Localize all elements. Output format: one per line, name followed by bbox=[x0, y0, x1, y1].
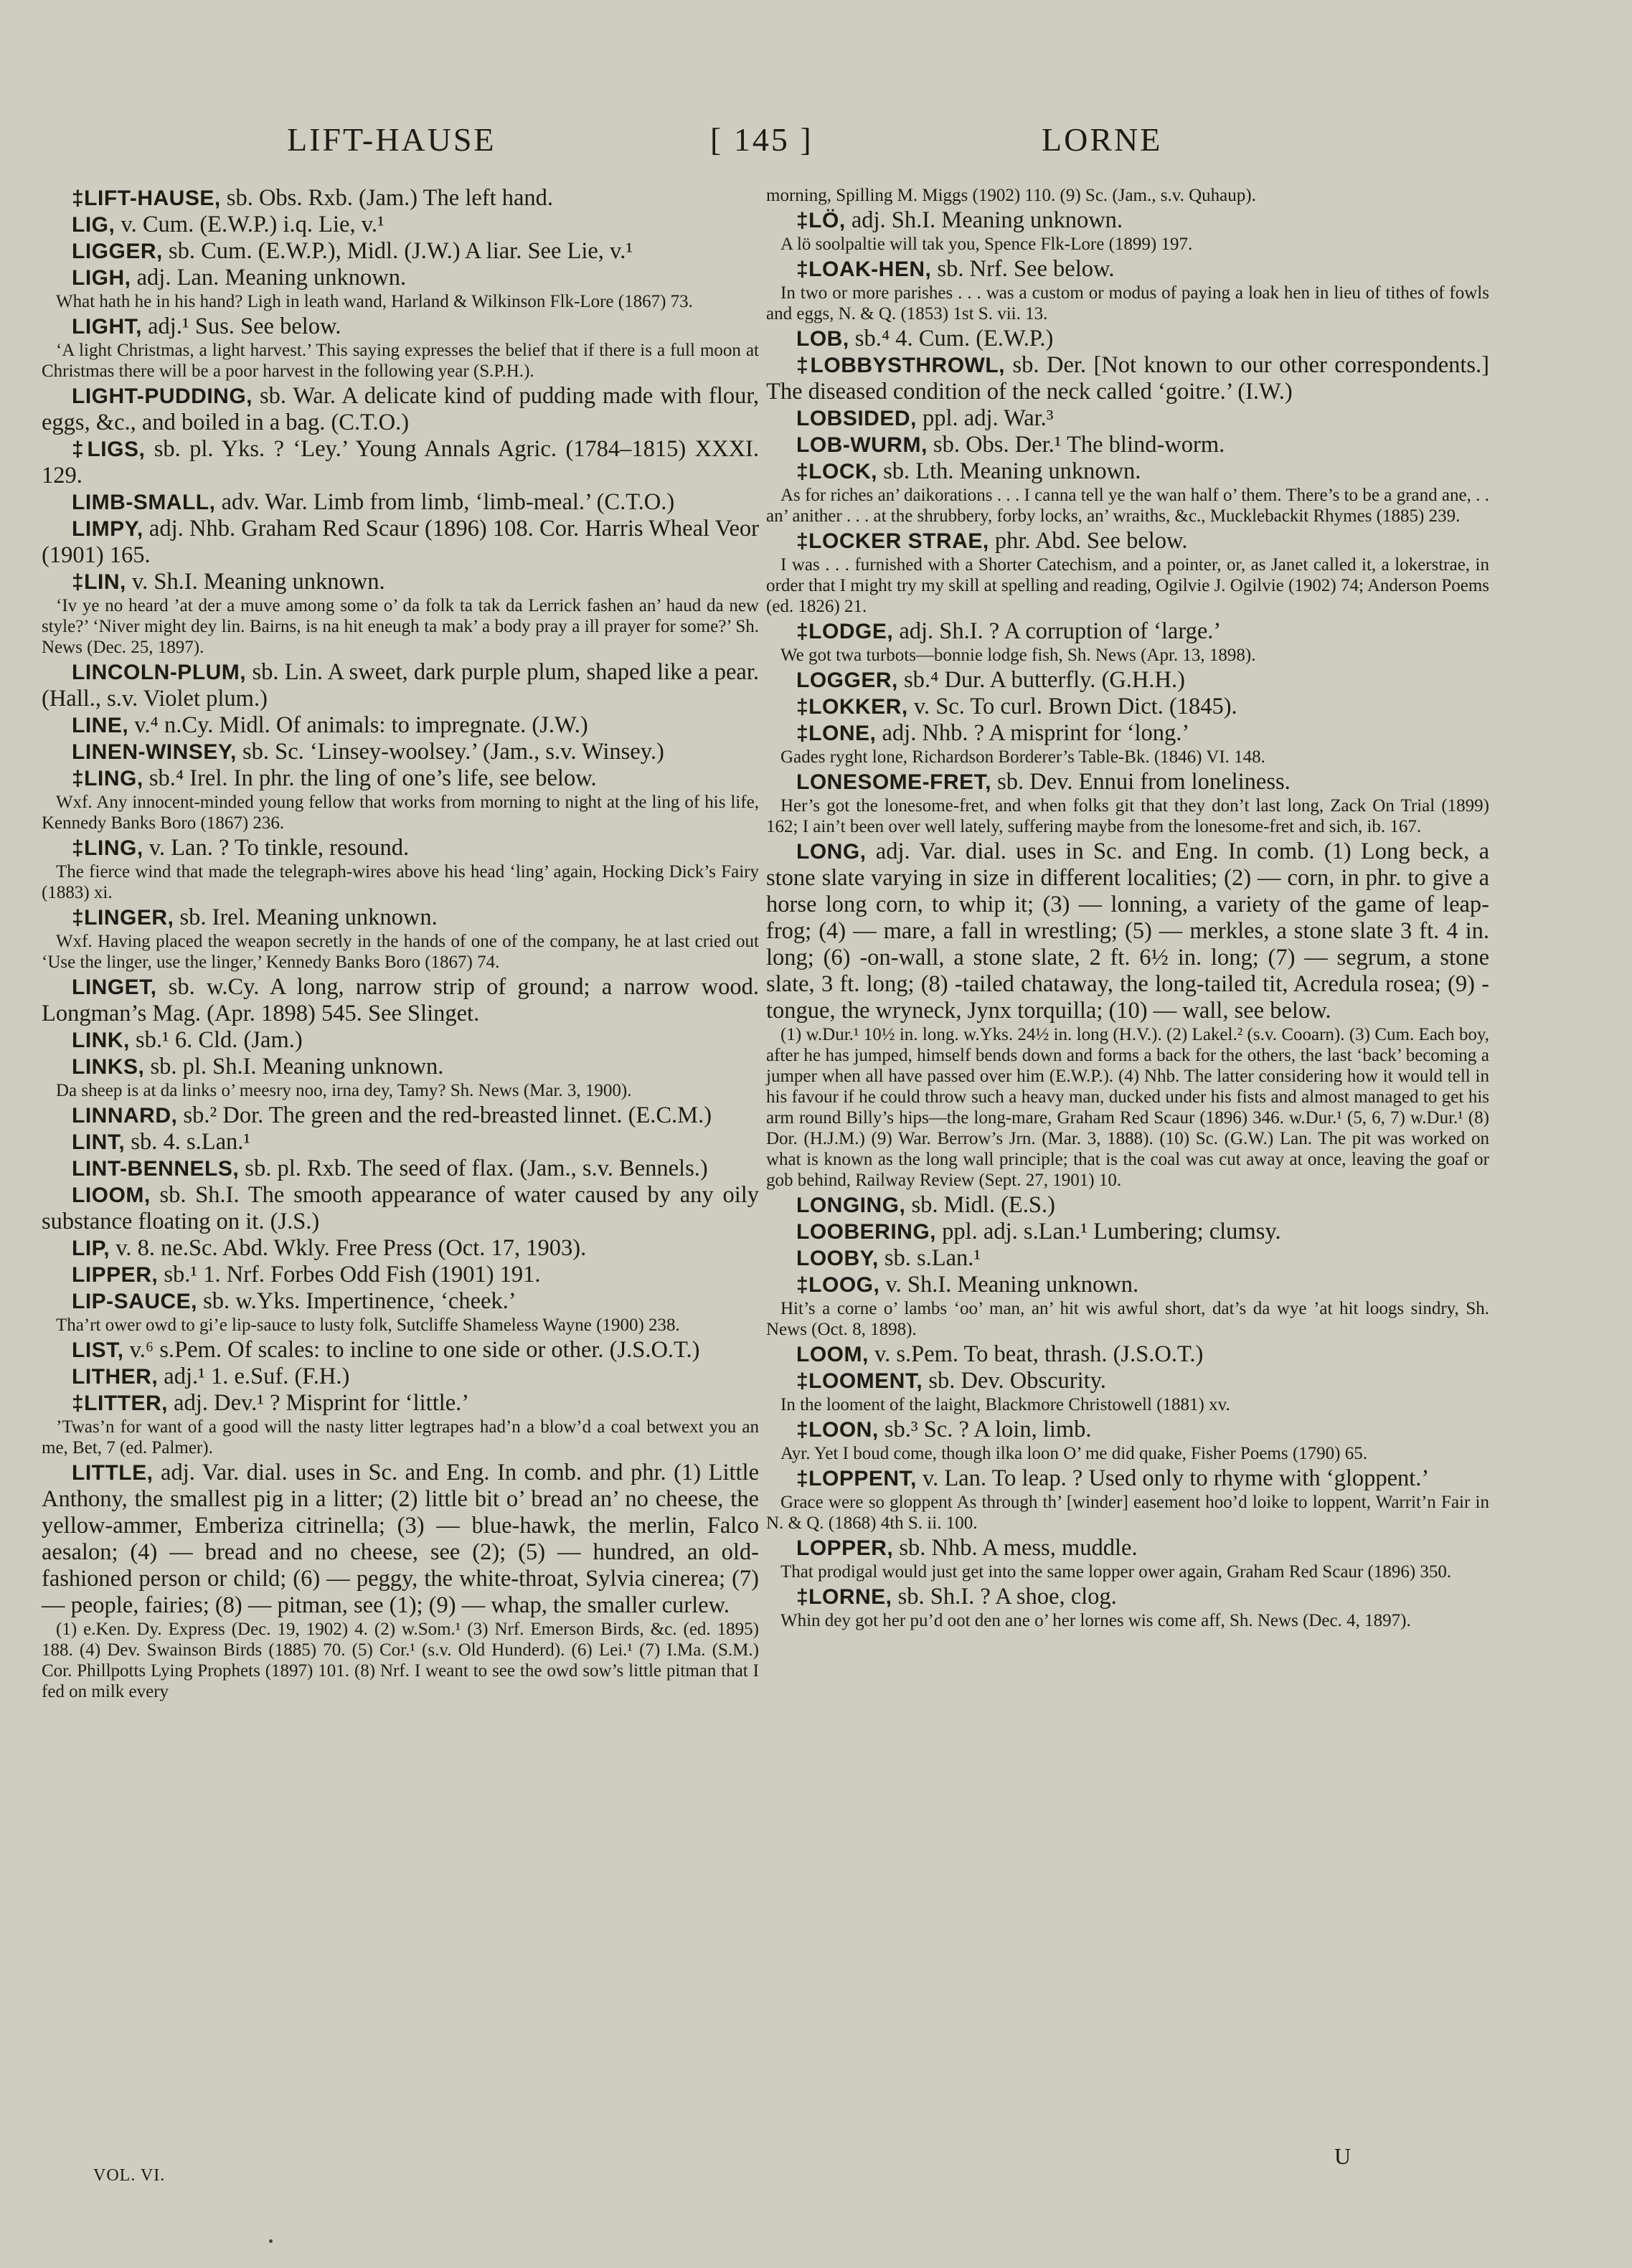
dictionary-entry bbox=[766, 458, 1489, 485]
entry-definition: sb.⁴ 4. Cum. (E.W.P.) bbox=[854, 326, 1054, 351]
dictionary-entry bbox=[42, 1460, 759, 1619]
entry-headword: ‡LOOG, bbox=[796, 1273, 880, 1297]
entry-headword: LIGH, bbox=[72, 266, 131, 290]
entry-definition: sb. w.Cy. A long, narrow strip of ground; a narrow wood. Longman’s Mag. (Apr. 1898) 545. See Slinget. bbox=[42, 974, 760, 1026]
entry-citation: ‘A light Christmas, a light harvest.’ This saying expresses the belief that if there is a full moon at Christmas there will be a poor harvest in the following year (S.P.H.). bbox=[42, 341, 759, 381]
entry-definition: sb. Cum. (E.W.P.), Midl. (J.W.) A liar. See Lie, v.¹ bbox=[168, 238, 633, 264]
dictionary-entry bbox=[766, 720, 1489, 747]
entry-headword: LIOOM, bbox=[72, 1183, 151, 1207]
dictionary-entry bbox=[766, 667, 1489, 694]
entry-definition: sb. Irel. Meaning unknown. bbox=[179, 904, 438, 930]
entry-citation: ’Twas’n for want of a good will the nasty litter legtrapes had’n a blow’d a coal betwext you an me, Bet, 7 (ed. Palmer). bbox=[42, 1417, 759, 1457]
entry-citation: Gades ryght lone, Richardson Borderer’s Table-Bk. (1846) VI. 148. bbox=[780, 747, 1265, 767]
entry-headword: LONGING, bbox=[796, 1194, 906, 1217]
dictionary-entry bbox=[42, 313, 759, 340]
entry-definition: v. Lan. To leap. ? Used only to rhyme with ‘gloppent.’ bbox=[923, 1465, 1430, 1491]
dictionary-entry bbox=[42, 383, 759, 436]
entry-headword: LIST, bbox=[72, 1338, 124, 1362]
entry-headword: ‡LOOMENT, bbox=[796, 1369, 923, 1393]
entry-definition: v. Cum. (E.W.P.) i.q. Lie, v.¹ bbox=[121, 212, 385, 237]
dictionary-entry bbox=[42, 1027, 759, 1054]
dictionary-entry bbox=[766, 256, 1489, 283]
entry-definition: sb. s.Lan.¹ bbox=[884, 1245, 981, 1271]
entry-definition: adj.¹ 1. e.Suf. (F.H.) bbox=[164, 1364, 350, 1389]
entry-headword: LITTLE, bbox=[72, 1461, 154, 1485]
entry-definition: sb. Lin. A sweet, dark purple plum, shaped like a pear. (Hall., s.v. Violet plum.) bbox=[42, 659, 759, 712]
page-speck bbox=[269, 2239, 273, 2243]
entry-definition: sb. w.Yks. Impertinence, ‘cheek.’ bbox=[203, 1288, 517, 1314]
dictionary-entry bbox=[42, 265, 759, 291]
entry-definition: sb. Nhb. A mess, muddle. bbox=[899, 1535, 1138, 1561]
dictionary-entry bbox=[766, 618, 1489, 645]
entry-definition: adj. Sh.I. ? A corruption of ‘large.’ bbox=[899, 618, 1222, 644]
dictionary-entry bbox=[42, 712, 759, 739]
entry-headword: ‡LOON, bbox=[796, 1418, 879, 1442]
entry-definition: sb.¹ 6. Cld. (Jam.) bbox=[135, 1027, 303, 1053]
signature-mark: U bbox=[1334, 2143, 1352, 2169]
entry-definition: adj. Var. dial. uses in Sc. and Eng. In comb. (1) Long beck, a stone slate varying in size in different localities; (2) — corn, in phr. to give a horse long corn, to whip it; (3) — lonning, a variety of the game of leap-frog; (4) — mare, a fall in wrestling; (5) — merkles, a stone slate 3 ft. 4 in. long; (6) -on-wall, a stone slate, 2 ft. 6½ in. long; (7) — segrum, a stone slate, 3 ft. long; (8) -tailed chataway, the long-tailed tit, Acredula rosea; (9) -tongue, the wryneck, Jynx torquilla; (10) — wall, see below. bbox=[766, 838, 1489, 1024]
dictionary-entry bbox=[42, 1102, 759, 1129]
entry-headword: LOOM, bbox=[796, 1343, 869, 1366]
entry-headword: ‡LINGER, bbox=[72, 906, 174, 930]
entry-citation: Whin dey got her pu’d oot den ane o’ her lornes wis come aff, Sh. News (Dec. 4, 1897). bbox=[780, 1611, 1411, 1630]
entry-definition: sb. pl. Sh.I. Meaning unknown. bbox=[150, 1054, 444, 1079]
entry-citation: A lö soolpaltie will tak you, Spence Flk-Lore (1899) 197. bbox=[780, 235, 1193, 254]
dictionary-entry bbox=[766, 1192, 1489, 1219]
entry-definition: adj. Sh.I. Meaning unknown. bbox=[851, 207, 1123, 233]
volume-label: VOL. VI. bbox=[93, 2166, 166, 2185]
entry-headword: LIGHT, bbox=[72, 315, 142, 339]
entry-definition: sb. 4. s.Lan.¹ bbox=[131, 1129, 251, 1155]
entry-headword: LOB-WURM, bbox=[796, 433, 928, 457]
entry-headword: LINCOLN-PLUM, bbox=[72, 661, 247, 684]
dictionary-entry bbox=[766, 1245, 1489, 1272]
entry-definition: sb. Sh.I. ? A shoe, clog. bbox=[897, 1584, 1117, 1610]
entry-definition: sb. Dev. Ennui from loneliness. bbox=[997, 769, 1291, 795]
dictionary-entry bbox=[42, 212, 759, 238]
entry-citation: Wxf. Any innocent-minded young fellow that works from morning to night at the ling of his life, Kennedy Banks Boro (1867) 236. bbox=[42, 793, 759, 833]
dictionary-entry bbox=[42, 1262, 759, 1288]
dictionary-entry bbox=[42, 1054, 759, 1080]
dictionary-entry bbox=[766, 432, 1489, 458]
entry-citation: Wxf. Having placed the weapon secretly in the hands of one of the company, he at last cried out ‘Use the linger, use the linger,’ Kennedy Banks Boro (1867) 74. bbox=[42, 932, 759, 972]
dictionary-entry bbox=[766, 405, 1489, 432]
entry-headword: LOPPER, bbox=[796, 1536, 894, 1560]
dictionary-entry bbox=[766, 1219, 1489, 1245]
header-left-guideword: LIFT-HAUSE bbox=[287, 121, 496, 158]
page-number: [ 145 ] bbox=[710, 121, 813, 158]
dictionary-entry bbox=[766, 1272, 1489, 1298]
dictionary-entry bbox=[42, 835, 759, 861]
entry-citation: As for riches an’ daikorations . . . I canna tell ye the wan half o’ them. There’s to be a grand ane, . . an’ anither . . . at the shrubbery, forby locks, an’ wraiths, &c., Mucklebackit Rhymes (1885) 239. bbox=[766, 486, 1489, 526]
entry-headword: ‡LOCKER STRAE, bbox=[796, 529, 989, 553]
dictionary-entry bbox=[42, 659, 759, 712]
entry-definition: sb.⁴ Dur. A butterfly. (G.H.H.) bbox=[903, 667, 1185, 693]
dictionary-entry bbox=[766, 838, 1489, 1024]
entry-headword: LIGGER, bbox=[72, 240, 163, 263]
dictionary-entry bbox=[42, 765, 759, 792]
entry-citation: In two or more parishes . . . was a custom or modus of paying a loak hen in lieu of tithes of fowls and eggs, N. & Q. (1853) 1st S. vii. 13. bbox=[766, 283, 1489, 323]
dictionary-entry bbox=[42, 1390, 759, 1417]
dictionary-entry bbox=[766, 1368, 1489, 1394]
entry-headword: ‡LOBBYSTHROWL, bbox=[796, 354, 1006, 377]
page-header bbox=[0, 121, 1632, 164]
entry-definition: adj. Lan. Meaning unknown. bbox=[136, 265, 407, 290]
entry-citation: I was . . . furnished with a Shorter Catechism, and a pointer, or, as Janet called it, a lokerstrae, in order that I might try my skill at spelling and reading, Ogilvie J. Ogilvie (1902) 74; Anderson Poems (ed. 1826) 21. bbox=[766, 555, 1489, 616]
dictionary-entry bbox=[766, 1465, 1489, 1492]
entry-citation: In the looment of the laight, Blackmore Christowell (1881) xv. bbox=[780, 1395, 1230, 1414]
dictionary-entry bbox=[42, 1182, 759, 1235]
entry-definition: sb.⁴ Irel. In phr. the ling of one’s life, see below. bbox=[148, 765, 597, 791]
entry-definition: sb. Dev. Obscurity. bbox=[928, 1368, 1106, 1394]
entry-definition: v. Sh.I. Meaning unknown. bbox=[885, 1272, 1139, 1298]
entry-definition: v. Lan. ? To tinkle, resound. bbox=[148, 835, 410, 861]
entry-citation: Ayr. Yet I boud come, though ilka loon O’ me did quake, Fisher Poems (1790) 65. bbox=[780, 1444, 1367, 1463]
entry-definition: v. Sc. To curl. Brown Dict. (1845). bbox=[913, 694, 1237, 719]
entry-definition: phr. Abd. See below. bbox=[994, 528, 1188, 554]
entry-citation: Grace were so gloppent As through th’ [winder] easement hoo’d loike to loppent, Warrit’n Fair in N. & Q. (1868) 4th S. ii. 100. bbox=[766, 1493, 1489, 1533]
entry-headword: LINK, bbox=[72, 1029, 130, 1052]
entry-headword: ‡LÖ, bbox=[796, 209, 846, 232]
entry-definition: sb.³ Sc. ? A loin, limb. bbox=[884, 1417, 1092, 1442]
dictionary-entry bbox=[42, 904, 759, 931]
entry-definition: adj. Var. dial. uses in Sc. and Eng. In comb. and phr. (1) Little Anthony, the smallest pig in a litter; (2) little bit o’ bread an’ no cheese, the yellow-ammer, Emberiza citrinella; (3) — blue-hawk, the merlin, Falco aesalon; (4) — bread and no cheese, see (2); (5) — hundred, an old-fashioned person or child; (6) — peggy, the white-throat, Sylvia cinerea; (7) — people, fairies; (8) — pitman, see (1); (9) — whap, the smaller curlew. bbox=[42, 1460, 759, 1618]
entry-citation: That prodigal would just get into the same lopper ower again, Graham Red Scaur (1896) 350. bbox=[780, 1562, 1452, 1582]
dictionary-entry bbox=[42, 739, 759, 765]
entry-definition: sb. Der. [Not known to our other correspondents.] The diseased condition of the neck called ‘goitre.’ (I.W.) bbox=[766, 352, 1489, 405]
entry-headword: LOGGER, bbox=[796, 668, 898, 692]
entry-headword: LINT-BENNELS, bbox=[72, 1157, 240, 1181]
dictionary-entry bbox=[766, 528, 1489, 554]
entry-headword: LIP, bbox=[72, 1237, 110, 1260]
entry-headword: ‡LING, bbox=[72, 836, 143, 860]
entry-citation: Her’s got the lonesome-fret, and when folks git that they don’t last long, Zack On Trial (1899) 162; I ain’t been over well lately, suffering maybe from the lonesome-fret and sich, ib. 167. bbox=[766, 796, 1489, 836]
dictionary-entry bbox=[42, 1156, 759, 1182]
dictionary-entry bbox=[42, 489, 759, 516]
entry-definition: adj. Dev.¹ ? Misprint for ‘little.’ bbox=[174, 1390, 470, 1416]
entry-headword: LINGET, bbox=[72, 975, 157, 999]
dictionary-entry bbox=[42, 1364, 759, 1390]
entry-definition: v. Sh.I. Meaning unknown. bbox=[131, 569, 385, 595]
entry-headword: ‡LITTER, bbox=[72, 1391, 169, 1415]
entry-headword: ‡LING, bbox=[72, 767, 143, 790]
entry-headword: LIGHT-PUDDING, bbox=[72, 384, 253, 408]
entry-citation: The fierce wind that made the telegraph-wires above his head ‘ling’ again, Hocking Dick’s Fairy (1883) xi. bbox=[42, 862, 759, 902]
entry-citation: Hit’s a corne o’ lambs ‘oo’ man, an’ hit wis awful short, dat’s da wye ’at hit loogs sindry, Sh. News (Oct. 8, 1898). bbox=[766, 1299, 1489, 1339]
entry-headword: LINT, bbox=[72, 1130, 126, 1154]
entry-definition: sb.² Dor. The green and the red-breasted linnet. (E.C.M.) bbox=[183, 1102, 712, 1128]
dictionary-entry bbox=[766, 1584, 1489, 1610]
entry-definition: sb. Obs. Der.¹ The blind-worm. bbox=[933, 432, 1225, 458]
entry-headword: LIMPY, bbox=[72, 517, 143, 541]
entry-citation: We got twa turbots—bonnie lodge fish, Sh. News (Apr. 13, 1898). bbox=[780, 646, 1256, 665]
entry-citation: (1) e.Ken. Dy. Express (Dec. 19, 1902) 4. (2) w.Som.¹ (3) Nrf. Emerson Birds, &c. (ed. 1895) 188. (4) Dev. Swainson Birds (1885) 70. (5) Cor.¹ (s.v. Old Hunderd). (6) Lei.¹ (7) I.Ma. (S.M.) Cor. Phillpotts Lying Prophets (1897) 101. (8) Nrf. I weant to see the owd sow’s little pitman that I fed on milk every bbox=[42, 1620, 759, 1701]
entry-headword: LOBSIDED, bbox=[796, 407, 917, 430]
entry-headword: LINE, bbox=[72, 714, 129, 737]
entry-definition: sb. Sh.I. The smooth appearance of water caused by any oily substance floating on it. (J.S.) bbox=[42, 1182, 760, 1234]
right-column bbox=[766, 185, 1489, 1633]
entry-headword: LINNARD, bbox=[72, 1104, 178, 1128]
entry-headword: ‡LOAK-HEN, bbox=[796, 257, 932, 281]
entry-headword: LIMB-SMALL, bbox=[72, 491, 216, 514]
entry-headword: LINEN-WINSEY, bbox=[72, 740, 237, 764]
dictionary-entry bbox=[42, 238, 759, 265]
entry-definition: v.⁴ n.Cy. Midl. Of animals: to impregnate. (J.W.) bbox=[134, 712, 588, 738]
entry-headword: ‡LIFT-HAUSE, bbox=[72, 186, 221, 210]
entry-definition: sb. Sc. ‘Linsey-woolsey.’ (Jam., s.v. Winsey.) bbox=[242, 739, 664, 765]
entry-definition: v. 8. ne.Sc. Abd. Wkly. Free Press (Oct. 17, 1903). bbox=[115, 1235, 587, 1261]
dictionary-entry bbox=[766, 1417, 1489, 1443]
entry-definition: sb. War. A delicate kind of pudding made with flour, eggs, &c., and boiled in a bag. (C.T.O.) bbox=[42, 383, 759, 435]
entry-definition: sb. Midl. (E.S.) bbox=[911, 1192, 1055, 1218]
dictionary-entry bbox=[766, 352, 1489, 405]
header-right-guideword: LORNE bbox=[1042, 121, 1163, 158]
entry-headword: LOB, bbox=[796, 327, 849, 351]
entry-citation: Da sheep is at da links o’ meesry noo, irna dey, Tamy? Sh. News (Mar. 3, 1900). bbox=[56, 1081, 632, 1100]
dictionary-entry bbox=[766, 326, 1489, 352]
entry-definition: sb. Nrf. See below. bbox=[937, 256, 1115, 282]
entry-citation: ‘Iv ye no heard ’at der a muve among some o’ da folk ta tak da Lerrick fashen an’ haud da new style?’ ‘Niver might dey lin. Bairns, is na hit eneugh ta mak’ a body pray a ill prayer for some?’ Sh. News (Dec. 25, 1897). bbox=[42, 596, 759, 657]
entry-citation: (1) w.Dur.¹ 10½ in. long. w.Yks. 24½ in. long (H.V.). (2) Lakel.² (s.v. Cooarn). (3) Cum. Each boy, after he has jumped, himself bends down and forms a back for the others, the last ‘back’ becoming a jumper when all have passed over him (E.W.P.). (4) Nhb. The latter considering how it would tell in his favour if he could throw such a heavy man, ducked under his fists and almost managed to get his arm round Billy’s hips—the long-mare, Graham Red Scaur (1896) 346. w.Dur.¹ (5, 6, 7) w.Dur.¹ (8) Dor. (H.J.M.) (9) War. Berrow’s Jrn. (Mar. 3, 1888). (10) Sc. (G.W.) Lan. The pit was worked on what is known as the long wall principle; that is the coal was cut away at once, leaving the goaf or gob behind, Railway Review (Sept. 27, 1901) 10. bbox=[766, 1025, 1489, 1190]
dictionary-entry bbox=[766, 207, 1489, 234]
dictionary-entry bbox=[42, 569, 759, 595]
entry-headword: ‡LOPPENT, bbox=[796, 1467, 917, 1490]
entry-headword: LOOBY, bbox=[796, 1247, 879, 1270]
dictionary-entry bbox=[766, 1341, 1489, 1368]
dictionary-entry bbox=[42, 1235, 759, 1262]
entry-headword: ‡LODGE, bbox=[796, 620, 894, 643]
entry-definition: v. s.Pem. To beat, thrash. (J.S.O.T.) bbox=[874, 1341, 1204, 1367]
entry-definition: sb.¹ 1. Nrf. Forbes Odd Fish (1901) 191. bbox=[164, 1262, 541, 1287]
dictionary-entry bbox=[42, 436, 759, 489]
entry-definition: adj.¹ Sus. See below. bbox=[148, 313, 341, 339]
entry-definition: adj. Nhb. ? A misprint for ‘long.’ bbox=[882, 720, 1190, 746]
entry-definition: v.⁶ s.Pem. Of scales: to incline to one side or other. (J.S.O.T.) bbox=[129, 1337, 700, 1363]
entry-definition: sb. Lth. Meaning unknown. bbox=[883, 458, 1141, 484]
entry-citation: What hath he in his hand? Ligh in leath wand, Harland & Wilkinson Flk-Lore (1867) 73. bbox=[56, 292, 693, 311]
entry-headword: LOOBERING, bbox=[796, 1220, 937, 1244]
entry-definition: adv. War. Limb from limb, ‘limb-meal.’ (C.T.O.) bbox=[221, 489, 675, 515]
dictionary-entry bbox=[766, 694, 1489, 720]
entry-headword: LIG, bbox=[72, 213, 115, 237]
entry-definition: sb. pl. Yks. ? ‘Ley.’ Young Annals Agric. (1784–1815) XXXI. 129. bbox=[42, 436, 759, 488]
entry-headword: ‡LORNE, bbox=[796, 1585, 892, 1609]
entry-definition: adj. Nhb. Graham Red Scaur (1896) 108. Cor. Harris Wheal Veor (1901) 165. bbox=[42, 516, 760, 568]
entry-citation-continued: morning, Spilling M. Miggs (1902) 110. (9) Sc. (Jam., s.v. Quhaup). bbox=[766, 186, 1256, 205]
entry-headword: ‡LIGS, bbox=[72, 438, 146, 461]
dictionary-entry bbox=[42, 185, 759, 212]
dictionary-entry bbox=[42, 516, 759, 569]
entry-headword: ‡LONE, bbox=[796, 722, 877, 745]
dictionary-entry bbox=[766, 769, 1489, 795]
entry-headword: LONESOME-FRET, bbox=[796, 770, 992, 794]
entry-definition: ppl. adj. s.Lan.¹ Lumbering; clumsy. bbox=[942, 1219, 1281, 1244]
dictionary-entry bbox=[42, 974, 759, 1027]
entry-headword: ‡LIN, bbox=[72, 570, 126, 594]
dictionary-entry bbox=[766, 1535, 1489, 1561]
entry-definition: sb. pl. Rxb. The seed of flax. (Jam., s.v. Bennels.) bbox=[245, 1156, 708, 1181]
entry-headword: LIPPER, bbox=[72, 1263, 159, 1287]
dictionary-entry bbox=[42, 1288, 759, 1315]
entry-definition: ppl. adj. War.³ bbox=[922, 405, 1054, 431]
entry-headword: ‡LOCK, bbox=[796, 460, 878, 483]
dictionary-entry bbox=[42, 1129, 759, 1156]
dictionary-entry bbox=[42, 1337, 759, 1364]
entry-citation: Tha’rt ower owd to gi’e lip-sauce to lusty folk, Sutcliffe Shameless Wayne (1900) 238. bbox=[56, 1315, 680, 1335]
entry-headword: LONG, bbox=[796, 840, 867, 864]
entry-headword: LINKS, bbox=[72, 1055, 145, 1079]
entry-headword: LITHER, bbox=[72, 1365, 159, 1389]
entry-headword: LIP-SAUCE, bbox=[72, 1290, 198, 1313]
entry-definition: sb. Obs. Rxb. (Jam.) The left hand. bbox=[226, 185, 554, 211]
entry-headword: ‡LOKKER, bbox=[796, 695, 908, 719]
left-column bbox=[42, 185, 759, 1704]
